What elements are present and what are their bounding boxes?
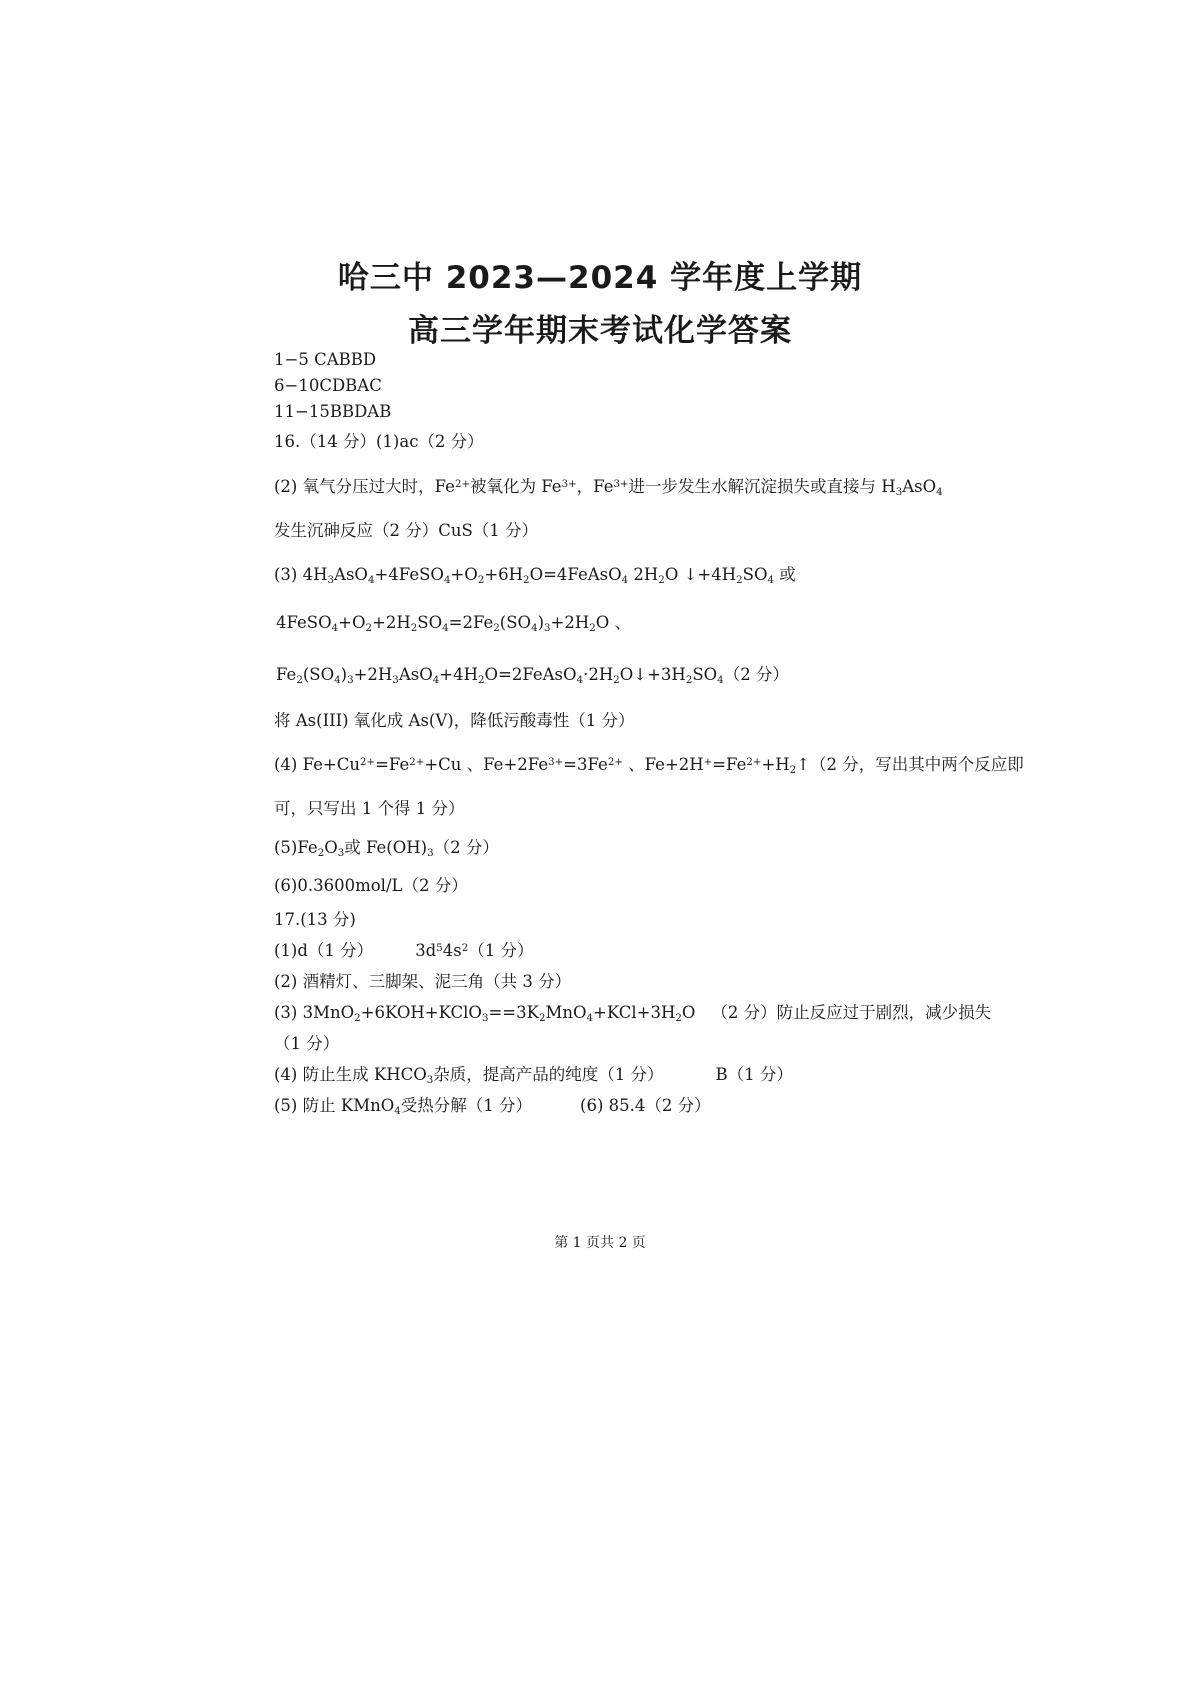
q17-part3-line1: (3) $3MnO_2+6KOH+KClO_3==3K_2MnO_4+KCl+3H_2O$ （2 分）防止反应过于剧烈，减少损失 <box>274 1003 992 1024</box>
q16-header: 16.（14 分）(1)ac（2 分） <box>274 432 484 451</box>
mc-answers-3: 11−15BBDAB <box>274 402 392 421</box>
mc-answers-2: 6−10CDBAC <box>274 376 382 395</box>
q16-part2-line1: (2) 氧气分压过大时，$Fe^{2+}$被氧化为 $Fe^{3+}$，$Fe^{3+}$进一步发生水解沉淀损失或直接与 $H_3AsO_4$ <box>274 477 943 498</box>
mc-answers-1: 1−5 CABBD <box>274 350 377 369</box>
q16-part3-note: 将 As(III) 氧化成 As(V)，降低污酸毒性（1 分） <box>274 711 635 730</box>
q16-part3-equation-3: $Fe_2(SO_4)_3+2H_3AsO_4+4H_2O=2FeAsO_4\cdot 2H_2O↓+3H_2SO_4(2$ 分） <box>276 665 789 686</box>
q16-part4-line2: 可，只写出 1 个得 1 分） <box>274 799 465 818</box>
title-line-2: 高三学年期末考试化学答案 <box>408 313 792 349</box>
q17-part4: (4) 防止生成 $KHCO_3$杂质，提高产品的纯度（1 分） B（1 分） <box>274 1065 793 1086</box>
q16-part6: (6)0.3600mol/L（2 分） <box>274 876 468 895</box>
q16-part5: $(5)Fe_2O_3$或 $Fe(OH)_3(2$ 分） <box>274 838 499 859</box>
title-line-1: 哈三中 2023—2024 学年度上学期 <box>337 260 863 296</box>
page-footer: 第 1 页共 2 页 <box>554 1235 646 1251</box>
q17-part2: (2) 酒精灯、三脚架、泥三角（共 3 分） <box>274 972 572 991</box>
q16-part3-equation-1: (3) $4H_3AsO_4+4FeSO_4+O_2+6H_2O=4FeAsO_4$ $2H_2O$ $↓+4H_2SO_4$ 或 <box>274 565 796 586</box>
q16-part4-line1: (4) $Fe+Cu^{2+}=Fe^{2+}+Cu$ 、$Fe+2Fe^{3+}=3Fe^{2+}$ 、$Fe+2H^+=Fe^{2+}+H_2↑(2$ 分，写出其中两个反应即 <box>274 755 1024 776</box>
q17-header: 17.(13 分) <box>274 910 356 929</box>
q16-part2-line2: 发生沉砷反应（2 分）CuS（1 分） <box>274 521 539 540</box>
q17-part1: (1)d（1 分） $3d^54s^2(1$ 分） <box>274 941 534 960</box>
q16-part3-equation-2: $4FeSO_4+O_2+2H_2SO_4=2Fe_2(SO_4)_3+2H_2O$ 、 <box>276 613 632 634</box>
q17-part5-6: (5) 防止 KMnO$_4$受热分解（1 分） (6) 85.4（2 分） <box>274 1096 711 1117</box>
q17-part3-line2: （1 分） <box>274 1034 340 1053</box>
